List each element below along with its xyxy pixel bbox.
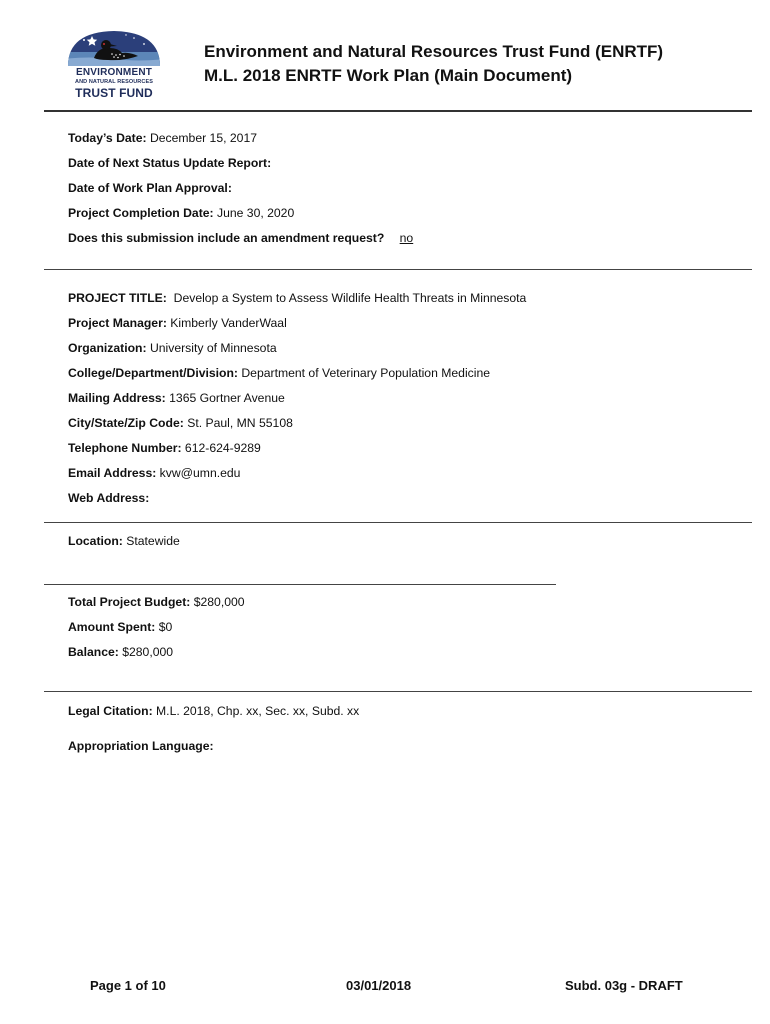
completion-date-label: Project Completion Date: bbox=[68, 206, 214, 220]
total-budget-label: Total Project Budget: bbox=[68, 595, 191, 609]
balance-row bbox=[68, 644, 173, 660]
balance-label: Balance: bbox=[68, 645, 119, 659]
page-title-line-2: M.L. 2018 ENRTF Work Plan (Main Document) bbox=[204, 66, 573, 85]
todays-date-label: Today’s Date: bbox=[68, 131, 147, 145]
mailing-address-row bbox=[68, 390, 285, 406]
email-label: Email Address: bbox=[68, 466, 157, 480]
balance-value: $280,000 bbox=[122, 645, 174, 659]
telephone-value: 612-624-9289 bbox=[184, 441, 261, 455]
logo-text-environment: ENVIRONMENT bbox=[75, 67, 153, 78]
project-manager-label: Project Manager: bbox=[68, 316, 167, 330]
project-title-row bbox=[68, 290, 526, 306]
appropriation-language-row bbox=[68, 738, 214, 754]
department-label: College/Department/Division: bbox=[68, 366, 238, 380]
total-budget-value: $280,000 bbox=[193, 595, 245, 609]
header-divider bbox=[44, 110, 752, 112]
approval-date-label: Date of Work Plan Approval: bbox=[68, 181, 232, 195]
amendment-label: Does this submission include an amendment request? bbox=[68, 231, 385, 245]
web-address-label: Web Address: bbox=[68, 491, 150, 505]
todays-date-value: December 15, 2017 bbox=[149, 131, 257, 145]
total-budget-row bbox=[68, 594, 245, 610]
web-address-row bbox=[68, 490, 149, 506]
page-title bbox=[204, 40, 663, 88]
organization-value: University of Minnesota bbox=[149, 341, 277, 355]
project-manager-row bbox=[68, 315, 287, 331]
telephone-row bbox=[68, 440, 261, 456]
email-row bbox=[68, 465, 240, 481]
amount-spent-label: Amount Spent: bbox=[68, 620, 156, 634]
next-status-label: Date of Next Status Update Report: bbox=[68, 156, 272, 170]
city-state-zip-value: St. Paul, MN 55108 bbox=[187, 416, 293, 430]
mailing-address-label: Mailing Address: bbox=[68, 391, 166, 405]
footer-date: 03/01/2018 bbox=[346, 978, 412, 993]
section-divider-2 bbox=[44, 522, 752, 523]
legal-citation-row bbox=[68, 703, 359, 719]
approval-date-row bbox=[68, 180, 232, 196]
project-title-value: Develop a System to Assess Wildlife Health Threats in Minnesota bbox=[173, 291, 527, 305]
amount-spent-row bbox=[68, 619, 172, 635]
legal-citation-value: M.L. 2018, Chp. xx, Sec. xx, Subd. xx bbox=[156, 704, 360, 718]
section-divider-4 bbox=[44, 691, 752, 692]
appropriation-language-label: Appropriation Language: bbox=[68, 739, 214, 753]
amendment-value: no bbox=[399, 231, 414, 245]
project-title-label: PROJECT TITLE: bbox=[68, 291, 167, 305]
footer-page-number: Page 1 of 10 bbox=[90, 978, 166, 993]
email-value: kvw@umn.edu bbox=[159, 466, 241, 480]
page-title-line-1: Environment and Natural Resources Trust Fund (ENRTF) bbox=[204, 42, 664, 61]
amount-spent-value: $0 bbox=[158, 620, 173, 634]
completion-date-row bbox=[68, 205, 294, 221]
enrtf-logo bbox=[64, 28, 164, 102]
todays-date-row bbox=[68, 130, 257, 146]
city-state-zip-label: City/State/Zip Code: bbox=[68, 416, 184, 430]
department-value: Department of Veterinary Population Medicine bbox=[241, 366, 491, 380]
next-status-row bbox=[68, 155, 271, 171]
legal-citation-label: Legal Citation: bbox=[68, 704, 153, 718]
department-row bbox=[68, 365, 490, 381]
amendment-row bbox=[68, 230, 413, 246]
completion-date-value: June 30, 2020 bbox=[216, 206, 295, 220]
project-manager-value: Kimberly VanderWaal bbox=[170, 316, 287, 330]
footer-subdivision: Subd. 03g - DRAFT bbox=[565, 978, 683, 993]
section-divider-3 bbox=[44, 584, 556, 585]
logo-text-natural-resources: AND NATURAL RESOURCES bbox=[75, 79, 153, 85]
location-row bbox=[68, 533, 180, 549]
location-value: Statewide bbox=[126, 534, 180, 548]
organization-row bbox=[68, 340, 277, 356]
section-divider-1 bbox=[44, 269, 752, 270]
city-state-zip-row bbox=[68, 415, 293, 431]
mailing-address-value: 1365 Gortner Avenue bbox=[169, 391, 285, 405]
location-label: Location: bbox=[68, 534, 123, 548]
organization-label: Organization: bbox=[68, 341, 147, 355]
telephone-label: Telephone Number: bbox=[68, 441, 182, 455]
logo-text-trust-fund: TRUST FUND bbox=[75, 86, 153, 100]
